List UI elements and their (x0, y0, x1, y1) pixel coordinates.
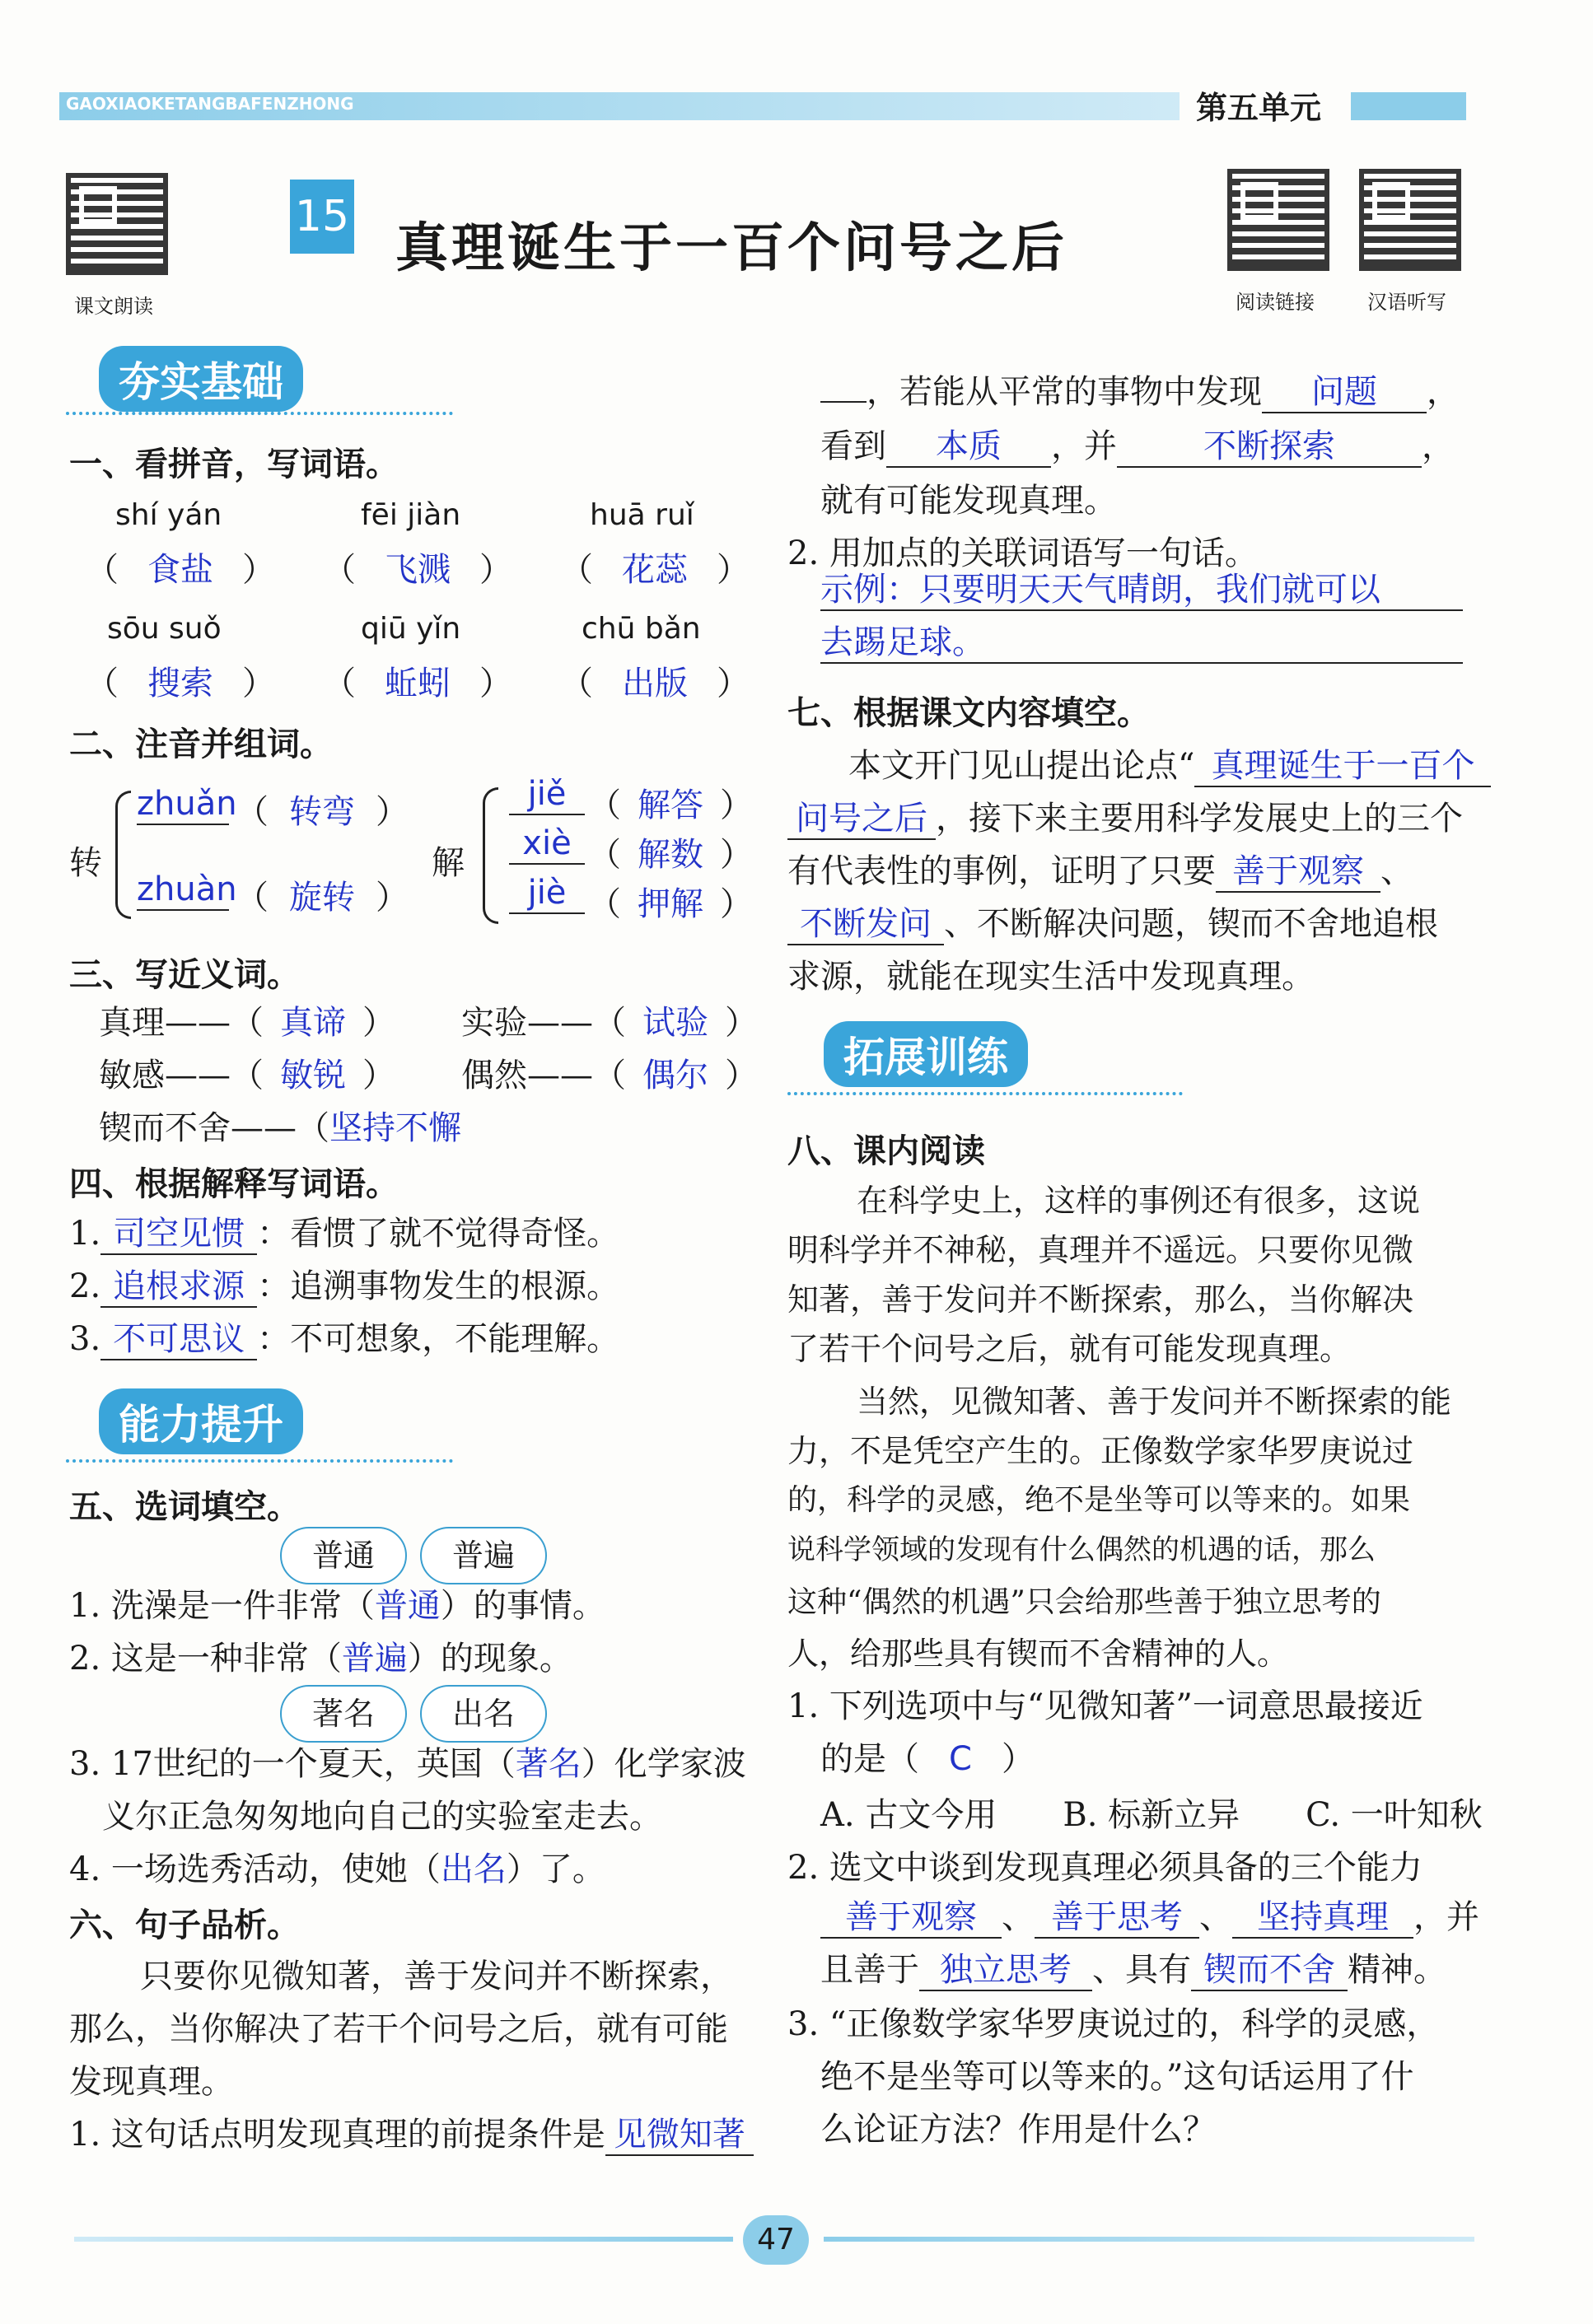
q6-s2: 2. 用加点的关联词语写一句话。 (787, 534, 1258, 572)
q8-q2-c: 、具有 (1092, 1951, 1191, 1989)
q2-zhuan-w2[interactable]: 旋转 (289, 879, 355, 917)
q1-ans-0[interactable]: 食盐 (147, 551, 213, 589)
lesson-number-badge: 15 (290, 180, 354, 254)
q2-title: 二、注音并组词。 (69, 725, 333, 763)
q2-jie-w3-paren: （ 押解 ） (588, 885, 753, 923)
q2-jie-w2[interactable]: 解数 (638, 836, 703, 874)
q8-q2-line2: 善于观察 、 善于思考 、 坚持真理 ，并 (820, 1897, 1479, 1939)
q7-l1 (848, 746, 1491, 787)
footer-rule-right (824, 2237, 1474, 2242)
q5-s2-a: 2. 这是一种非常（ (69, 1640, 342, 1678)
q8-q2-line3 (820, 1950, 1446, 1991)
q7-l4 (787, 904, 1438, 945)
q1-paren-2: （ 花蕊 ） (560, 551, 750, 589)
section-extend-underline (787, 1092, 1183, 1095)
q5-s3-ans[interactable]: 著名 (515, 1745, 582, 1783)
q2-jie-w3[interactable]: 押解 (638, 885, 703, 923)
q7-title: 七、根据课文内容填空。 (787, 693, 1150, 732)
q5-s4-ans[interactable]: 出名 (440, 1850, 507, 1888)
q5-bubble-putong: 普通 (280, 1527, 407, 1584)
q5-s2-b: ）的现象。 (407, 1640, 572, 1678)
q5-s1-ans[interactable]: 普通 (374, 1587, 441, 1625)
qr-code-right[interactable] (1359, 169, 1461, 271)
q3-ans-2[interactable]: 敏锐 (280, 1057, 346, 1094)
q4-num-1: 2. (69, 1267, 101, 1305)
q2-zhuan-r1[interactable]: zhuǎn (137, 784, 229, 825)
q2-zhuan-w1-paren: （ 转弯 ） (236, 793, 409, 831)
q8-q2-ans4[interactable]: 独立思考 (919, 1950, 1092, 1991)
q6-p3: 发现真理。 (69, 2063, 234, 2101)
q1-ans-2[interactable]: 花蕊 (622, 551, 688, 589)
section-extend: 拓展训练 (824, 1021, 1028, 1087)
q6-s1-cont: ，若能从平常的事物中发现 问题 ， (820, 372, 1460, 413)
q3-item-3: 偶然——（ 偶尔 ） (461, 1057, 758, 1094)
q2-jie-w1[interactable]: 解答 (638, 786, 703, 824)
q2-brace-zhuan (115, 791, 131, 919)
q2-zhuan-w1[interactable]: 转弯 (289, 793, 355, 831)
q6-s1-ans4[interactable]: 不断探索 (1117, 427, 1422, 468)
section-ability: 能力提升 (99, 1388, 303, 1454)
q8-para-1: 明科学并不神秘，真理并不遥远。只要你见微 (787, 1232, 1414, 1268)
q5-s4-b: ）了。 (506, 1850, 605, 1888)
q6-s2-ans1[interactable]: 示例：只要明天天气晴朗，我们就可以 (820, 570, 1463, 611)
q5-bubble-chuming: 出名 (420, 1685, 547, 1743)
q8-para-0: 在科学史上，这样的事例还有很多，这说 (857, 1183, 1421, 1219)
q8-q1: 1. 下列选项中与“见微知著”一词意思最接近 (787, 1687, 1423, 1725)
q8-para-7: 说科学领域的发现有什么偶然的机遇的话，那么 (787, 1533, 1376, 1566)
q4-num-0: 1. (69, 1215, 101, 1253)
q4-item-0 (69, 1214, 619, 1255)
q3-title: 三、写近义词。 (69, 955, 300, 994)
q8-q3: 3. “正像数学家华罗庚说过的，科学的灵感， (787, 2005, 1440, 2043)
q1-py-1: fēi jiàn (361, 498, 461, 532)
q6-s1-b: ，若能从平常的事物中发现 (867, 373, 1262, 411)
q8-q2-and: ，并 (1413, 1898, 1479, 1936)
q4-ans-0[interactable]: 司空见惯 (100, 1214, 257, 1255)
q6-p2: 那么，当你解决了若干个问号之后，就有可能 (69, 2010, 728, 2048)
q8-q1-c: ） (1002, 1740, 1035, 1778)
q2-brace-jie (483, 787, 498, 924)
q4-title: 四、根据解释写词语。 (69, 1164, 399, 1203)
q1-paren-0: （ 食盐 ） (86, 551, 275, 589)
header-band-text: GAOXIAOKETANGBAFENZHONG (66, 94, 354, 114)
q2-jie-r2[interactable]: xiè (509, 824, 585, 865)
q2-jie-r3[interactable]: jiè (509, 873, 585, 914)
q8-title: 八、课内阅读 (787, 1132, 985, 1170)
q8-q2-ans5[interactable]: 锲而不舍 (1191, 1950, 1348, 1991)
q8-q1-line2 (820, 1739, 1035, 1779)
q1-ans-4[interactable]: 蚯蚓 (385, 665, 451, 702)
q6-s1-ans3[interactable]: 本质 (886, 427, 1051, 468)
unit-label: 第五单元 (1196, 89, 1322, 126)
q1-ans-1[interactable]: 飞溅 (385, 551, 451, 589)
q7-l2 (787, 799, 1463, 840)
q8-q2-d: 精神。 (1348, 1951, 1446, 1989)
q5-s1-b: ）的事情。 (440, 1587, 605, 1625)
q5-title: 五、选词填空。 (69, 1487, 300, 1526)
qr-caption-left: 课文朗读 (74, 295, 153, 318)
q6-title: 六、句子品析。 (69, 1906, 300, 1944)
lesson-title: 真理诞生于一百个问号之后 (395, 218, 1067, 279)
q6-p1: 只要你见微知著，善于发问并不断探索， (140, 1958, 733, 1995)
section-basic: 夯实基础 (99, 346, 303, 412)
footer-rule-left (74, 2237, 733, 2242)
q2-jie-w2-paren: （ 解数 ） (588, 836, 753, 874)
q8-para-8: 这种“偶然的机遇”只会给那些善于独立思考的 (787, 1585, 1381, 1619)
q7-d: 、不断解决问题，锲而不舍地追根 (944, 905, 1438, 943)
q2-char-zhuan: 转 (69, 844, 102, 882)
q3-ans-0[interactable]: 真谛 (280, 1004, 346, 1042)
q8-para-3: 了若干个问号之后，就有可能发现真理。 (787, 1331, 1352, 1367)
q4-def-1: ：追溯事物发生的根源。 (257, 1267, 620, 1305)
q8-q2-b: 且善于 (820, 1951, 919, 1989)
q8-q3-b: 绝不是坐等可以等来的。”这句话运用了什 (820, 2058, 1414, 2096)
q6-s1 (69, 2115, 754, 2156)
q8-q1-ans[interactable]: C (949, 1740, 972, 1778)
q3-word-2: 敏感—— (99, 1057, 231, 1094)
q3-word-1: 实验—— (461, 1004, 593, 1042)
q1-py-5: chū bǎn (582, 612, 701, 646)
qr-caption-right: 汉语听写 (1367, 291, 1446, 314)
q1-ans-5[interactable]: 出版 (622, 665, 688, 702)
q3-ans-4[interactable]: 坚持不懈 (329, 1109, 461, 1147)
q7-e: 求源，就能在现实生活中发现真理。 (787, 958, 1315, 996)
q7-a: 本文开门见山提出论点“ (848, 747, 1195, 785)
q4-num-2: 3. (69, 1320, 101, 1358)
q4-item-2 (69, 1319, 619, 1360)
q2-zhuan-w2-paren: （ 旋转 ） (236, 879, 409, 917)
q6-s1-ans2[interactable]: 问题 (1262, 372, 1427, 413)
q8-para-6: 的，科学的灵感，绝不是坐等可以等来的。如果 (787, 1483, 1411, 1517)
q1-title: 一、看拼音，写词语。 (69, 445, 399, 483)
q2-jie-r1[interactable]: jiě (509, 774, 585, 815)
q5-s3 (69, 1744, 746, 1784)
q6-s1-ans[interactable]: 见微知著 (605, 2115, 754, 2156)
section-basic-underline (66, 412, 453, 415)
q1-paren-1: （ 飞溅 ） (323, 551, 512, 589)
q6-s1-text: 1. 这句话点明发现真理的前提条件是 (69, 2116, 605, 2154)
q6-s1-c: 看到 (820, 427, 886, 465)
q5-bubble-zhuming: 著名 (280, 1685, 407, 1743)
q1-paren-5: （ 出版 ） (560, 665, 750, 702)
qr-code-left[interactable] (66, 173, 168, 275)
q7-ans2[interactable]: 善于观察 (1216, 852, 1380, 893)
q8-para-5: 力，不是凭空产生的。正像数学家华罗庚说过 (787, 1433, 1414, 1469)
q2-char-jie: 解 (432, 844, 465, 882)
q5-s1-a: 1. 洗澡是一件非常（ (69, 1587, 375, 1625)
q4-ans-2[interactable]: 不可思议 (100, 1319, 257, 1360)
q5-s3-cont: 义尔正急匆匆地向自己的实验室走去。 (102, 1798, 662, 1836)
q8-q2-ans2[interactable]: 善于思考 (1035, 1897, 1199, 1939)
q3-item-4: 锲而不舍——（坚持不懈 (99, 1109, 461, 1147)
page-number: 47 (743, 2215, 809, 2265)
q5-s2 (69, 1639, 572, 1678)
q1-ans-3[interactable]: 搜索 (147, 665, 213, 702)
q1-py-3: sōu suǒ (107, 612, 222, 646)
q6-s1-e: 就有可能发现真理。 (820, 482, 1117, 520)
q8-q2-ans3[interactable]: 坚持真理 (1232, 1897, 1413, 1939)
q5-s4 (69, 1850, 605, 1889)
q7-b: ，接下来主要用科学发展史上的三个 (936, 800, 1463, 838)
q4-def-2: ：不可想象，不能理解。 (257, 1320, 620, 1358)
q6-s1-cont2: 看到 本质 ，并 不断探索 ， (820, 427, 1455, 468)
q2-zhuan-r2[interactable]: zhuàn (137, 870, 229, 911)
q6-s2-ans2[interactable]: 去踢足球。 (820, 623, 1463, 664)
q2-jie-w1-paren: （ 解答 ） (588, 786, 753, 824)
q3-item-1: 实验——（ 试验 ） (461, 1004, 758, 1042)
q3-word-0: 真理—— (99, 1004, 231, 1042)
q3-item-0: 真理——（ 真谛 ） (99, 1004, 395, 1042)
q1-paren-3: （ 搜索 ） (86, 665, 275, 702)
q5-s3-b: ）化学家波 (581, 1745, 746, 1783)
q3-word-3: 偶然—— (461, 1057, 593, 1094)
q3-item-2: 敏感——（ 敏锐 ） (99, 1057, 395, 1094)
q1-paren-4: （ 蚯蚓 ） (323, 665, 512, 702)
q7-ans1[interactable]: 真理诞生于一百个 (1194, 746, 1491, 787)
q3-ans-3[interactable]: 偶尔 (642, 1057, 708, 1094)
qr-caption-mid: 阅读链接 (1236, 291, 1315, 314)
q5-s3-a: 3. 17世纪的一个夏天，英国（ (69, 1745, 516, 1783)
q3-ans-1[interactable]: 试验 (642, 1004, 708, 1042)
q5-bubble-pubian: 普遍 (420, 1527, 547, 1584)
q8-q2-ans1[interactable]: 善于观察 (820, 1897, 1002, 1939)
q8-options: A. 古文今用 B. 标新立异 C. 一叶知秋 (820, 1796, 1483, 1834)
q5-s2-ans[interactable]: 普遍 (341, 1640, 408, 1678)
q5-s1 (69, 1586, 605, 1626)
q8-para-4: 当然，见微知著、善于发问并不断探索的能 (857, 1384, 1452, 1420)
q8-q3-c: 么论证方法？作用是什么？ (820, 2111, 1216, 2149)
q4-item-1 (69, 1267, 619, 1308)
q6-s1-cont-blank (820, 401, 867, 403)
q8-para-9: 人，给那些具有锲而不舍精神的人。 (787, 1636, 1289, 1672)
q1-py-0: shí yán (115, 498, 222, 532)
q8-q1-b: 的是（ (820, 1740, 919, 1778)
q5-s4-a: 4. 一场选秀活动，使她（ (69, 1850, 441, 1888)
q7-c: 有代表性的事例，证明了只要 (787, 852, 1216, 890)
q4-def-0: ：看惯了就不觉得奇怪。 (257, 1215, 620, 1253)
q6-s1-d: ，并 (1051, 427, 1117, 465)
q3-word-4: 锲而不舍—— (99, 1109, 297, 1147)
q7-l3: 有代表性的事例，证明了只要 善于观察 、 (787, 852, 1413, 893)
q1-py-2: huā ruǐ (590, 498, 694, 532)
qr-code-mid[interactable] (1227, 169, 1329, 271)
q7-ans1b[interactable]: 问号之后 (787, 799, 936, 840)
header-band-right (1351, 92, 1466, 120)
q8-para-2: 知著，善于发问并不断探索，那么，当你解决 (787, 1281, 1414, 1318)
q7-ans3[interactable]: 不断发问 (787, 904, 944, 945)
q1-py-4: qiū yǐn (361, 612, 461, 646)
section-ability-underline (66, 1459, 453, 1463)
q8-q2: 2. 选文中谈到发现真理必须具备的三个能力 (787, 1849, 1422, 1887)
q4-ans-1[interactable]: 追根求源 (100, 1267, 257, 1308)
